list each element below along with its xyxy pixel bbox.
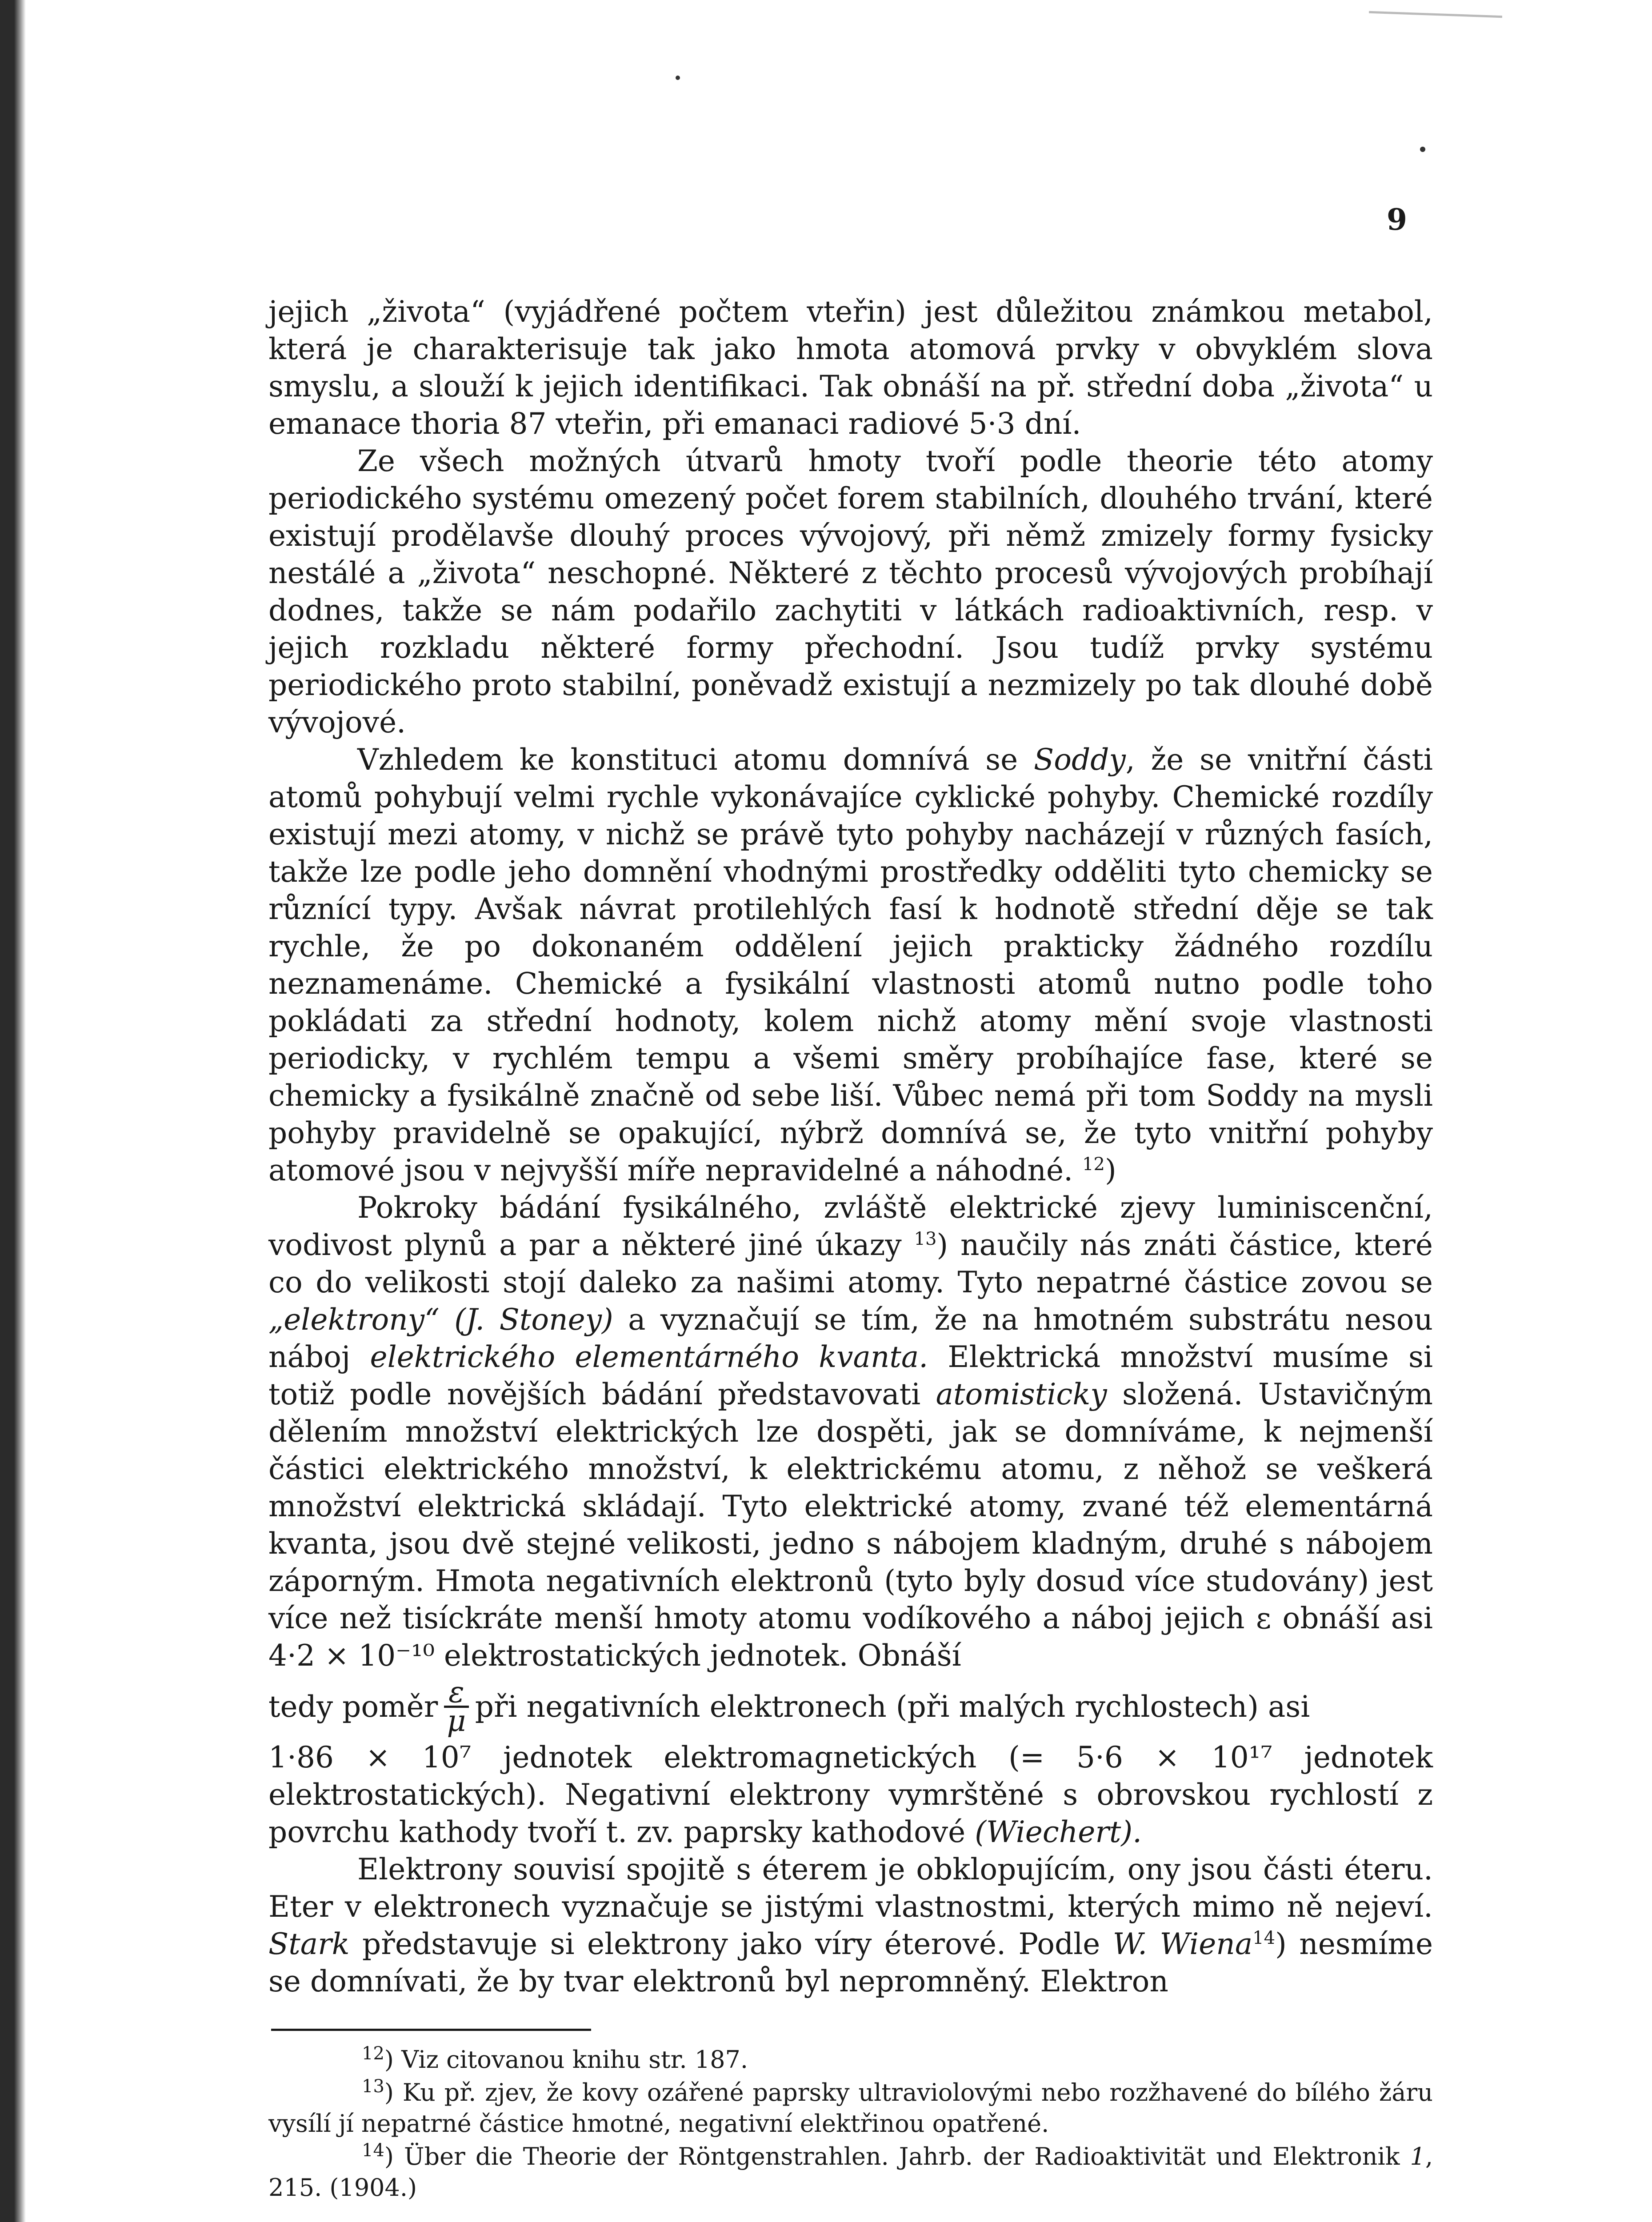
fraction-e-over-mu — [444, 1675, 468, 1738]
footnote-text: ) Über die Theorie der Röntgenstrahlen. Jahrb. der Radioaktivität und Elektronik — [384, 2142, 1410, 2170]
footnote-13 — [268, 2077, 1433, 2139]
text-run: ) naučily nás znáti částice, které co do velikosti stojí daleko za našimi atomy. Tyto nepatrné částice zovou se — [268, 1228, 1433, 1299]
paragraph-1: jejich „života“ (vyjádřené počtem vteřin) jest důležitou známkou metabol, která je charakterisuje tak jako hmota atomová prvky v obvyklém slova smyslu, a slouží k jejich identifikaci. Tak obnáší na př. střední doba „života“ u emanace thoria 87 vteřin, při emanaci radiové 5·3 dní. — [268, 295, 1433, 441]
author-stoney: (J. Stoney) — [454, 1303, 613, 1337]
author-wien: W. Wiena — [1112, 1927, 1253, 1961]
scan-speck — [676, 76, 680, 80]
page-number: 9 — [1387, 202, 1407, 237]
text-run: Elektrická množství musíme si totiž podle novějších bádání představovati — [268, 1340, 1433, 1411]
paragraph-7 — [268, 1851, 1433, 2000]
body-text — [268, 293, 1433, 2000]
footnote-ref-12: 12 — [1082, 1154, 1105, 1175]
scan-speck — [1420, 147, 1425, 152]
footnotes — [268, 2044, 1433, 2205]
paragraph-3: Vzhledem ke konstituci atomu domnívá se Soddy, že se vnitřní části atomů pohybují velmi rychle vykonávajíce cyklické pohyby. Chemické rozdíly existují mezi atomy, v nichž se právě tyto pohyby nacházejí v různých fasích, takže lze podle jeho domnění vhodnými prostředky odděliti tyto chemicky se různící typy. Avšak návrat protilehlých fasí k hodnotě střední děje se tak rychle, že po dokonaném oddělení jejich prakticky žádného rozdílu neznamenáme. Chemické a fysikální vlastnosti atomů nutno podle toho pokládati za střední hodnoty, kolem nichž atomy mění svoje vlastnosti periodicky, v rychlém tempu a všemi směry probíhajíce fase, které se chemicky a fysikálně značně od sebe liší. Vůbec nemá při tom Soddy na mysli pohyby pravidelně se opakující, nýbrž domnívá se, že tyto vnitřní pohyby atomové jsou v nejvyšší míře nepravidelné a náhodné. $^{12}$) — [268, 743, 1433, 1187]
footnote-text: , 215. (1904.) — [268, 2142, 1433, 2202]
footnote-12 — [268, 2044, 1433, 2075]
text-run: 1·86 × 10⁷ jednotek elektromagnetických (= 5·6 × 10¹⁷ jednotek elektrostatických). Negativní elektrony vymrštěné s obrovskou rychlostí z povrchu kathody tvoří t. zv. paprsky kathodové — [268, 1740, 1433, 1849]
author-soddy: Soddy — [1034, 743, 1126, 777]
paragraph-4 — [268, 1189, 1433, 1674]
paragraph-2: Ze všech možných útvarů hmoty tvoří podle theorie této atomy periodického systému omezený počet forem stabilních, dlouhého trvání, které existují prodělavše dlouhý proces vývojový, při němž zmizely formy fysicky nestálé a „života“ neschopné. Některé z těchto procesů vývojových probíhají dodnes, takže se nám podařilo zachytiti v látkách radioaktivních, resp. v jejich rozkladu některé formy přechodní. Jsou tudíž prvky systému periodického proto stabilní, poněvadž existují a nezmizely po tak dlouhé době vývojové. — [268, 444, 1433, 739]
text-run: , že se vnitřní části atomů pohybují velmi rychle vykonávajíce cyklické pohyby. Chemické rozdíly existují mezi atomy, v nichž se právě tyto pohyby nacházejí v různých fasích, takže lze podle jeho domnění vhodnými prostředky odděliti tyto chemicky se různící typy. Avšak návrat protilehlých fasí k hodnotě střední děje se tak rychle, že po dokonaném oddělení jejich prakticky žádného rozdílu neznamenáme. Chemické a fysikální vlastnosti atomů nutno podle toho pokládati za střední hodnoty, kolem nichž atomy mění svoje vlastnosti periodicky, v rychlém tempu a všemi směry probíhajíce fase, které se chemicky a fysikálně značně od sebe liší. Vůbec nemá při tom Soddy na mysli pohyby pravidelně se opakující, nýbrž domnívá se, že tyto vnitřní pohyby atomové jsou v nejvyšší míře nepravidelné a náhodné. — [268, 743, 1433, 1187]
footnote-volume: 1 — [1410, 2142, 1425, 2170]
footnote-text: ) Ku př. zjev, že kovy ozářené paprsky ultraviolovými nebo rozžhavené do bílého žáru vysílí jí nepatrné částice hmotné, negativní elektřinou opatřené. — [268, 2078, 1433, 2138]
text-run: a vyznačují se tím, že na hmotném substrátu nesou náboj — [268, 1303, 1433, 1374]
footnote-text: ) Viz citovanou knihu str. 187. — [384, 2046, 748, 2074]
fraction-line — [268, 1675, 1433, 1738]
text-run: představuje si elektrony jako víry éterové. Podle — [349, 1927, 1113, 1961]
text-run: Elektrony souvisí spojitě s éterem je obklopujícím, ony jsou části éteru. Eter v elektronech vyznačuje se jistými vlastnostmi, kterých mimo ně nejeví. — [268, 1852, 1433, 1924]
footnote-divider — [271, 2029, 591, 2031]
term-elektrony: „elektrony“ — [268, 1303, 440, 1337]
footnote-ref-14: 14 — [1252, 1928, 1276, 1948]
footnote-mark: 12 — [362, 2043, 384, 2064]
footnote-mark: 13 — [362, 2076, 384, 2097]
paragraph-6 — [268, 1739, 1433, 1851]
footnote-ref-13: 13 — [914, 1229, 937, 1249]
term-atomisticky: atomisticky — [936, 1377, 1107, 1411]
footnote-14 — [268, 2141, 1433, 2203]
text-run: složená. Ustavičným dělením množství elektrických lze dospěti, jak se domníváme, k nejmenší částici elektrického množství, k elektrickému atomu, z něhož se veškerá množství elektrická skládají. Tyto elektrické atomy, zvané též elementárná kvanta, jsou dvě stejné velikosti, jedno s nábojem kladným, druhé s nábojem záporným. Hmota negativních elektronů (tyto byly dosud více studovány) jest více než tisíckráte menší hmoty atomu vodíkového a náboj jejich ε obnáší asi 4·2 × 10⁻¹⁰ elektrostatických jednotek. Obnáší — [268, 1377, 1433, 1673]
text-run: Vzhledem ke konstituci atomu domnívá se — [357, 743, 1034, 777]
term-kvanta: elektrického elementárného kvanta. — [370, 1340, 928, 1374]
scan-artifact-line — [1369, 11, 1502, 18]
author-wiechert: (Wiechert). — [975, 1815, 1142, 1849]
fraction-numerator: ε — [444, 1679, 468, 1708]
text-run: Pokroky bádání fysikálného, zvláště elektrické zjevy luminiscenční, vodivost plynů a par a některé jiné úkazy — [268, 1191, 1433, 1262]
fraction-denominator: μ — [447, 1704, 466, 1738]
scan-edge — [0, 0, 26, 2222]
text-run: tedy poměr — [268, 1689, 438, 1724]
author-stark: Stark — [268, 1927, 350, 1961]
text-run: ) nesmíme se domnívati, že by tvar elektronů byl nepromněný. Elektron — [268, 1927, 1433, 1998]
footnote-mark: 14 — [362, 2140, 384, 2161]
text-run: při negativních elektronech (při malých rychlostech) asi — [475, 1689, 1310, 1724]
